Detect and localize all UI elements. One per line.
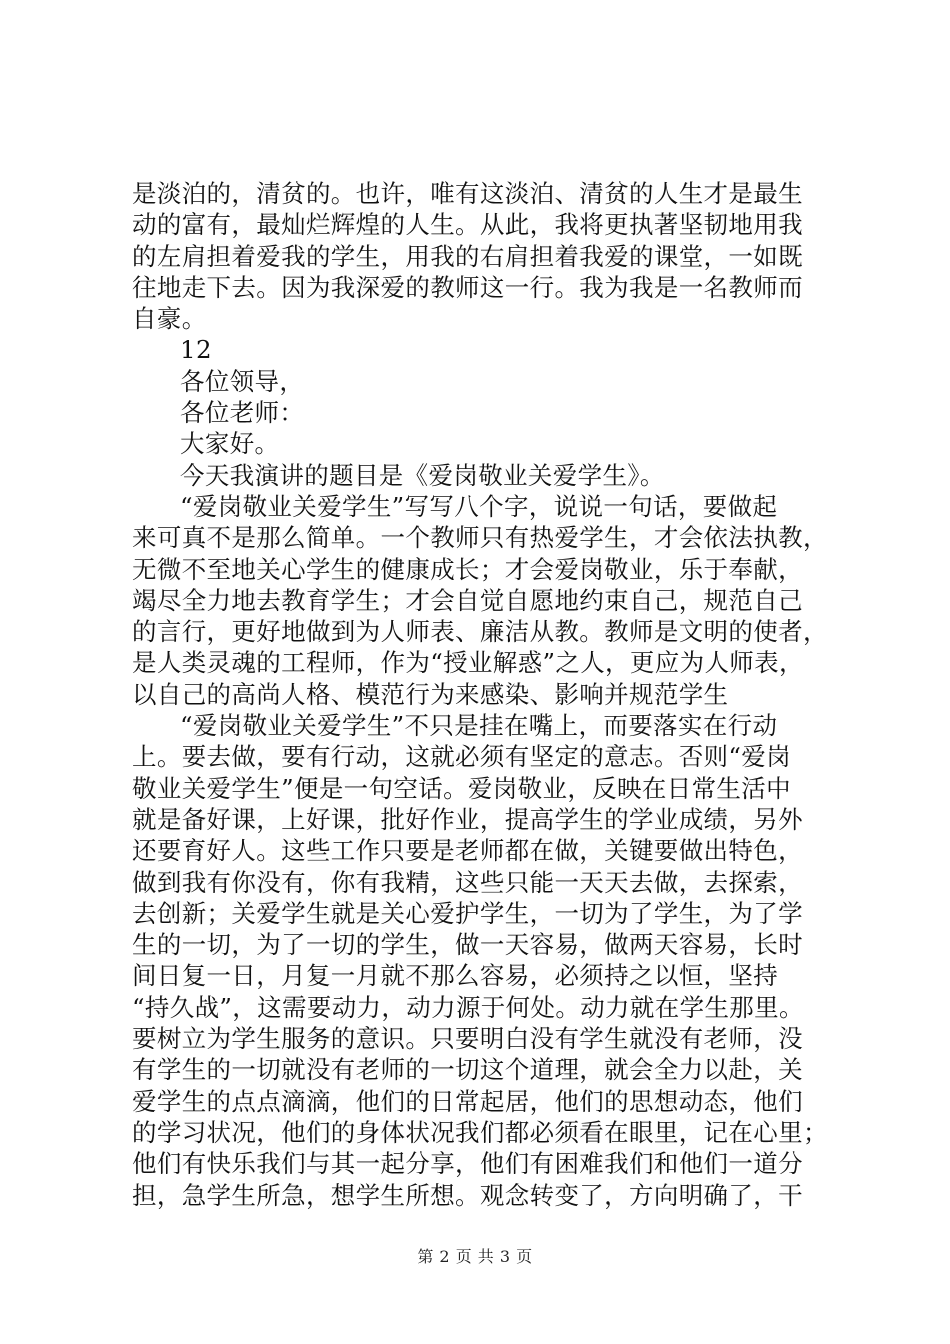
text-line: 上。要去做，要有行动，这就必须有坚定的意志。否则“爱岗 bbox=[132, 742, 791, 772]
text-line: 有学生的一切就没有老师的一切这个道理，就会全力以赴，关 bbox=[132, 1055, 803, 1085]
text-line: 竭尽全力地去教育学生；才会自觉自愿地约束自己，规范自己 bbox=[132, 585, 803, 615]
text-line: 还要育好人。这些工作只要是老师都在做，关键要做出特色， bbox=[132, 836, 803, 866]
text-line: 往地走下去。因为我深爱的教师这一行。我为我是一名教师而 bbox=[132, 272, 803, 302]
text-line: 爱学生的点点滴滴，他们的日常起居，他们的思想动态，他们 bbox=[132, 1086, 803, 1116]
body-text bbox=[132, 178, 832, 1211]
text-line: 的左肩担着爱我的学生，用我的右肩担着我爱的课堂，一如既 bbox=[132, 241, 803, 271]
text-line: 的言行，更好地做到为人师表、廉洁从教。教师是文明的使者， bbox=[132, 617, 828, 647]
text-line: 以自己的高尚人格、模范行为来感染、影响并规范学生 bbox=[132, 679, 729, 709]
text-line: 是人类灵魂的工程师，作为“授业解惑”之人，更应为人师表， bbox=[132, 648, 804, 678]
paragraph-start: “爱岗敬业关爱学生”写写八个字，说说一句话，要做起 bbox=[180, 491, 778, 521]
text-line: 他们有快乐我们与其一起分享，他们有困难我们和他们一道分 bbox=[132, 1149, 803, 1179]
greeting-line: 各位老师： bbox=[180, 398, 305, 428]
text-line: 敬业关爱学生”便是一句空话。爱岗敬业，反映在日常生活中 bbox=[132, 773, 791, 803]
paragraph-start: “爱岗敬业关爱学生”不只是挂在嘴上，而要落实在行动 bbox=[180, 711, 778, 741]
text-line: 去创新；关爱学生就是关心爱护学生，一切为了学生，为了学 bbox=[132, 898, 803, 928]
text-line: 间日复一日，月复一月就不那么容易，必须持之以恒，坚持 bbox=[132, 961, 779, 991]
text-line: 要树立为学生服务的意识。只要明白没有学生就没有老师，没 bbox=[132, 1024, 803, 1054]
text-line: 担，急学生所急，想学生所想。观念转变了，方向明确了，干 bbox=[132, 1180, 803, 1210]
speech-title-line: 今天我演讲的题目是《爱岗敬业关爱学生》。 bbox=[180, 460, 665, 490]
text-line: 生的一切，为了一切的学生，做一天容易，做两天容易，长时 bbox=[132, 930, 803, 960]
text-line: “持久战”，这需要动力，动力源于何处。动力就在学生那里。 bbox=[132, 992, 804, 1022]
text-line: 自豪。 bbox=[132, 304, 207, 334]
page-footer: 第 2 页 共 3 页 bbox=[417, 1247, 533, 1266]
text-line: 做到我有你没有，你有我精，这些只能一天天去做，去探索， bbox=[132, 867, 803, 897]
text-line: 就是备好课，上好课，批好作业，提高学生的学业成绩，另外 bbox=[132, 804, 803, 834]
text-line: 是淡泊的，清贫的。也许，唯有这淡泊、清贫的人生才是最生 bbox=[132, 179, 803, 208]
section-number: 12 bbox=[180, 335, 212, 365]
text-line: 无微不至地关心学生的健康成长；才会爱岗敬业，乐于奉献， bbox=[132, 554, 803, 584]
text-line: 动的富有，最灿烂辉煌的人生。从此，我将更执著坚韧地用我 bbox=[132, 210, 803, 240]
text-line: 的学习状况，他们的身体状况我们都必须看在眼里，记在心里； bbox=[132, 1117, 828, 1147]
greeting-line: 大家好。 bbox=[180, 429, 280, 459]
text-line: 来可真不是那么简单。一个教师只有热爱学生，才会依法执教， bbox=[132, 523, 828, 553]
greeting-line: 各位领导， bbox=[180, 366, 305, 396]
